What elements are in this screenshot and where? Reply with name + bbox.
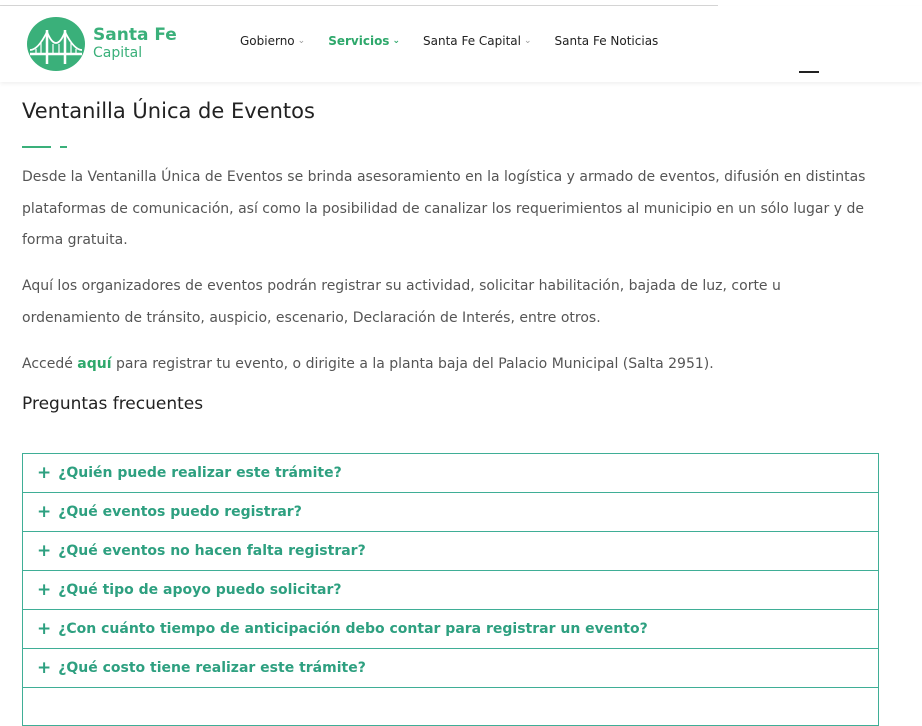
logo-title: Santa Fe — [93, 25, 177, 45]
chevron-down-icon: ⌄ — [297, 36, 306, 46]
intro-paragraph: Desde la Ventanilla Única de Eventos se brinda asesoramiento en la logística y armado de eventos, difusión en distintas plataformas de comunicación, así como la posibilidad de canalizar los requerimientos al municipio en un sólo lugar y de forma gratuita. — [22, 169, 866, 248]
faq-item-events[interactable] — [23, 493, 878, 532]
chevron-down-icon: ⌄ — [523, 36, 532, 46]
plus-icon: + — [37, 502, 52, 522]
faq-accordion — [22, 453, 879, 726]
faq-item-no-register[interactable] — [23, 532, 878, 571]
plus-icon: + — [37, 619, 52, 639]
title-underline-dot — [60, 146, 67, 148]
page-title: Ventanilla Única de Eventos — [22, 99, 315, 123]
faq-item-partial[interactable] — [23, 688, 878, 726]
faq-question: ¿Quién puede realizar este trámite? — [58, 465, 342, 481]
nav-item-servicios[interactable] — [328, 34, 400, 48]
faq-question: ¿Qué costo tiene realizar este trámite? — [58, 660, 366, 676]
main-nav — [240, 34, 681, 48]
nav-item-santa-fe-noticias[interactable] — [555, 34, 659, 48]
register-text-before: Accedé — [22, 356, 78, 372]
site-logo[interactable] — [26, 16, 177, 72]
register-text-after: para registrar tu evento, o dirigite a la planta baja del Palacio Municipal (Salta 2951). — [111, 356, 714, 372]
register-paragraph — [22, 349, 882, 381]
faq-item-anticipation[interactable] — [23, 610, 878, 649]
faq-item-cost[interactable] — [23, 649, 878, 688]
faq-question: ¿Qué tipo de apoyo puedo solicitar? — [58, 582, 342, 598]
nav-item-santa-fe-capital[interactable] — [423, 34, 532, 48]
chevron-down-icon: ⌄ — [392, 36, 400, 46]
hamburger-icon[interactable] — [799, 71, 819, 73]
register-link[interactable]: aquí — [77, 356, 112, 372]
plus-icon: + — [37, 463, 52, 483]
plus-icon: + — [37, 658, 52, 678]
nav-item-label: Santa Fe Capital — [423, 34, 521, 48]
nav-item-label: Gobierno — [240, 34, 295, 48]
faq-heading: Preguntas frecuentes — [22, 394, 204, 414]
faq-question: ¿Qué eventos puedo registrar? — [58, 504, 302, 520]
faq-question: ¿Con cuánto tiempo de anticipación debo contar para registrar un evento? — [58, 621, 648, 637]
plus-icon: + — [37, 541, 52, 561]
plus-icon: + — [37, 580, 52, 600]
faq-question: ¿Qué eventos no hacen falta registrar? — [58, 543, 366, 559]
activities-paragraph: Aquí los organizadores de eventos podrán registrar su actividad, solicitar habilitación, bajada de luz, corte u ordenamiento de tránsito, auspicio, escenario, Declaración de Interés, entre otros. — [22, 278, 781, 326]
logo-bridge-icon — [26, 16, 86, 72]
title-underline — [22, 146, 51, 148]
site-header — [0, 6, 922, 82]
faq-item-who[interactable] — [23, 454, 878, 493]
faq-item-support[interactable] — [23, 571, 878, 610]
nav-item-label: Santa Fe Noticias — [554, 34, 659, 48]
logo-subtitle: Capital — [93, 45, 143, 61]
nav-item-label: Servicios — [328, 34, 390, 48]
nav-item-gobierno[interactable] — [240, 34, 305, 48]
